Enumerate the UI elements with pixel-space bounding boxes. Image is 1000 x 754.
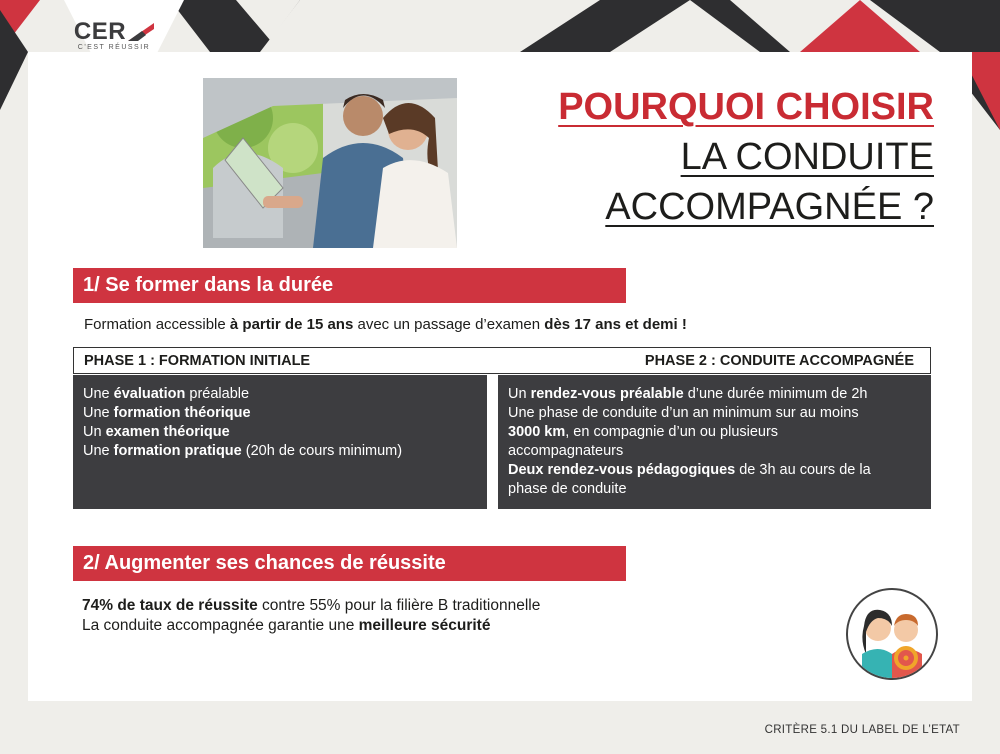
brand-logo — [64, 18, 164, 51]
phase-2-line: 3000 km, en compagnie d’un ou plusieurs — [508, 424, 779, 440]
phase-2-line: accompagnateurs — [508, 443, 624, 459]
page-title — [558, 82, 934, 232]
intro-text-a: Formation accessible — [84, 316, 230, 333]
intro-exclamation: ! — [677, 316, 687, 333]
phase-2-line: Deux rendez-vous pédagogiques de 3h au cours de la — [508, 462, 871, 478]
phase-1-item: Une formation pratique (20h de cours minimum) — [83, 443, 403, 459]
phase-1-label: PHASE 1 : FORMATION INITIALE — [84, 353, 311, 369]
title-line-1: POURQUOI CHOISIR — [558, 86, 934, 128]
driver-avatar-icon — [846, 588, 938, 680]
success-rate-line: 74% de taux de réussite contre 55% pour la filière B traditionnelle — [82, 597, 541, 614]
section-2-body — [82, 596, 540, 636]
intro-text-c: avec un passage d’examen — [353, 316, 545, 333]
intro-age-start: à partir de 15 ans — [229, 316, 354, 333]
driving-lesson-photo — [203, 78, 457, 248]
logo-flag-icon — [128, 23, 154, 41]
intro-age-exam: dès 17 ans et demi — [544, 316, 678, 333]
brand-name: CER — [73, 18, 127, 45]
safety-line: La conduite accompagnée garantie une meilleure sécurité — [82, 617, 491, 634]
section-1-heading: 1/ Se former dans la durée — [73, 268, 626, 303]
title-line-3: ACCOMPAGNÉE ? — [605, 186, 934, 228]
section-2-heading: 2/ Augmenter ses chances de réussite — [73, 546, 626, 581]
phase-1-item: Un examen théorique — [83, 424, 230, 440]
section-1-intro — [84, 316, 687, 333]
phase-2-line: Un rendez-vous préalable d’une durée minimum de 2h — [508, 386, 868, 402]
brand-tagline: C'EST RÉUSSIR — [77, 44, 151, 51]
phase-2-line: Une phase de conduite d’un an minimum sur au moins — [508, 405, 859, 421]
phase-1-item: Une évaluation préalable — [83, 386, 250, 402]
phase-2-label: PHASE 2 : CONDUITE ACCOMPAGNÉE — [644, 353, 914, 369]
phase-2-panel — [498, 375, 931, 509]
phase-2-line: phase de conduite — [508, 481, 627, 497]
title-line-2: LA CONDUITE — [680, 136, 934, 178]
phase-1-item: Une formation théorique — [83, 405, 251, 421]
phase-header-bar — [73, 347, 931, 374]
photo-illustration — [203, 78, 457, 248]
phase-1-panel — [73, 375, 487, 509]
footer-label: CRITÈRE 5.1 DU LABEL DE L’ETAT — [764, 724, 960, 736]
